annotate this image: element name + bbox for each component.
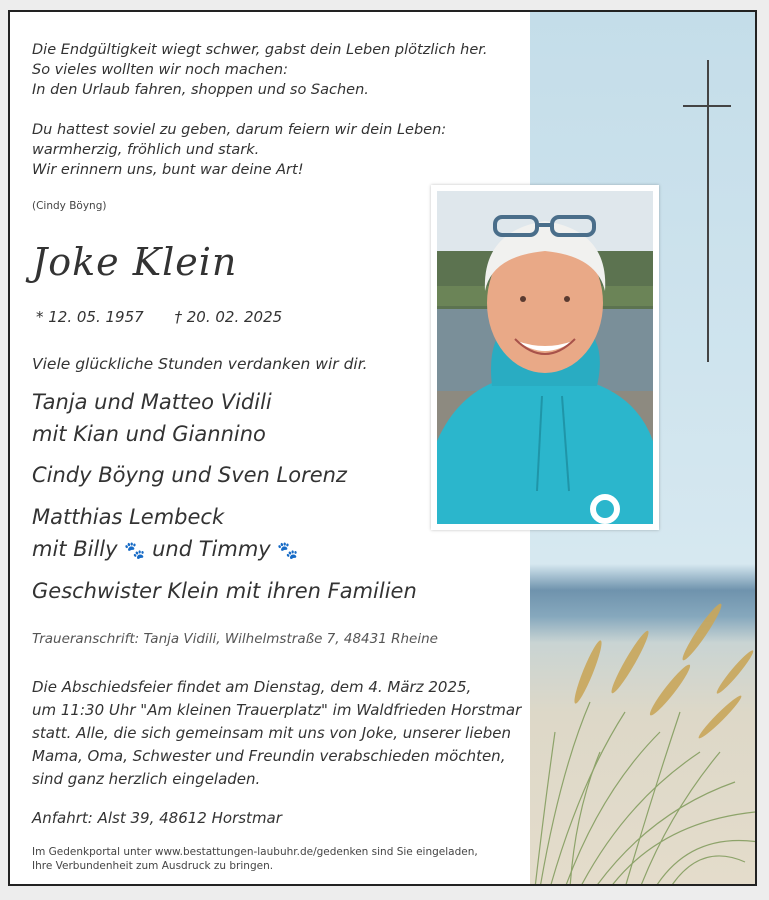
family-line-6: Geschwister Klein mit ihren Familien [32, 579, 417, 603]
life-dates [36, 308, 308, 326]
paw-icon: 🐾 [124, 541, 146, 561]
death-date: † 20. 02. 2025 [174, 308, 283, 326]
poem-stanza-1 [32, 40, 488, 100]
birth-date: * 12. 05. 1957 [36, 308, 144, 326]
family-line-3: Cindy Böyng und Sven Lorenz [32, 463, 347, 487]
poem-line: Du hattest soviel zu geben, darum feiern wir dein Leben: [32, 122, 447, 138]
deceased-name: Joke Klein [32, 240, 238, 284]
ceremony-text [32, 676, 521, 791]
ceremony-line: Mama, Oma, Schwester und Freundin verabschieden möchten, [32, 747, 506, 765]
memorial-portal-note [32, 845, 478, 873]
poem-line: Die Endgültigkeit wiegt schwer, gabst dein Leben plötzlich her. [32, 42, 488, 58]
family-line-1: Tanja und Matteo Vidili [32, 390, 272, 414]
poem-line: Wir erinnern uns, bunt war deine Art! [32, 162, 304, 178]
family-line-2: mit Kian und Giannino [32, 422, 266, 446]
directions: Anfahrt: Alst 39, 48612 Horstmar [32, 809, 282, 827]
poem-stanza-2 [32, 120, 446, 180]
family-pet-billy: mit Billy [32, 537, 118, 561]
portal-line: Im Gedenkportal unter www.bestattungen-laubuhr.de/gedenken sind Sie eingeladen, [32, 846, 478, 858]
family-line-4: Matthias Lembeck [32, 505, 225, 529]
paw-icon: 🐾 [277, 541, 299, 561]
family-pet-timmy: und Timmy [152, 537, 271, 561]
poem-line: So vieles wollten wir noch machen: [32, 62, 288, 78]
mourning-address: Traueranschrift: Tanja Vidili, Wilhelmstraße 7, 48431 Rheine [32, 631, 438, 647]
portal-line: Ihre Verbundenheit zum Ausdruck zu bringen. [32, 860, 274, 872]
obituary-card [8, 10, 757, 886]
cross-horizontal [683, 105, 731, 107]
ceremony-line: Die Abschiedsfeier findet am Dienstag, dem 4. März 2025, [32, 678, 472, 696]
thanks-line: Viele glückliche Stunden verdanken wir dir. [32, 355, 368, 373]
ceremony-line: sind ganz herzlich eingeladen. [32, 770, 261, 788]
portrait-frame [431, 185, 659, 530]
portrait-photo [437, 191, 653, 524]
ceremony-line: statt. Alle, die sich gemeinsam mit uns von Joke, unserer lieben [32, 724, 512, 742]
family-line-5 [32, 533, 299, 568]
poem-author: (Cindy Böyng) [32, 200, 107, 212]
ceremony-line: um 11:30 Uhr "Am kleinen Trauerplatz" im Waldfrieden Horstmar [32, 701, 522, 719]
poem-line: In den Urlaub fahren, shoppen und so Sachen. [32, 82, 369, 98]
poem-line: warmherzig, fröhlich und stark. [32, 142, 260, 158]
